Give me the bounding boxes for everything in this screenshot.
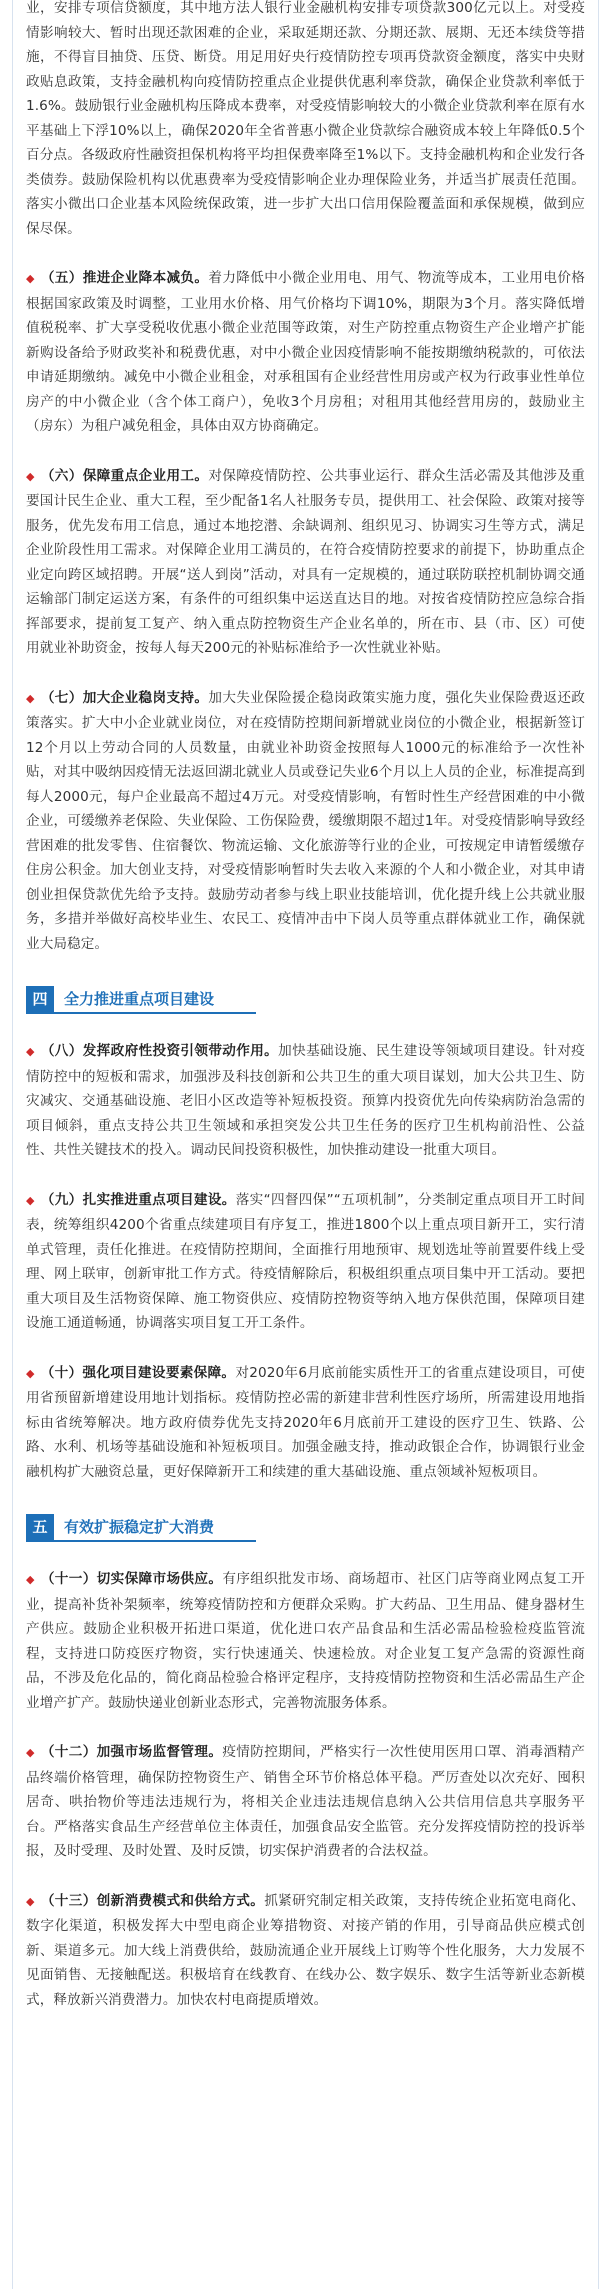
paragraph-5 — [26, 266, 585, 439]
paragraph-heading: （六）保障重点企业用工。 — [40, 467, 209, 484]
section-underline — [26, 1012, 256, 1014]
paragraph-body: 抓紧研究制定相关政策，支持传统企业拓宽电商化、数字化渠道，积极发挥大中型电商企业筹措物资、对接产销的作用，引导商品供应模式创新、渠道多元。加大线上消费供给，鼓励流通企业开展线上订购等个性化服务，大力发展不见面销售、无接触配送。积极培育在线教育、在线办公、数字娱乐、数字生活等新业态新模式，释放新兴消费潜力。加快农村电商提质增效。 — [26, 1892, 585, 2008]
paragraph-11 — [26, 1567, 585, 1715]
paragraph-heading: （十一）切实保障市场供应。 — [40, 1571, 223, 1587]
diamond-bullet-icon: ◆ — [26, 469, 35, 483]
paragraph-body: 着力降低中小微企业用电、用气、物流等成本，工业用电价格根据国家政策及时调整，工业用水价格、用气价格均下调10%，期限为3个月。落实降低增值税税率、扩大享受税收优惠小微企业范围等政策，对生产防控重点物资生产企业增产扩能新购设备给予财政奖补和税费优惠，对中小微企业因疫情影响不能按期缴纳税款的，可依法申请延期缴纳。减免中小微企业租金，对承租国有企业经营性用房或产权为行政事业性单位房产的中小微企业（含个体工商户），免收3个月房租；对租用其他经营用房的，鼓励业主（房东）为租户减免租金，具体由双方协商确定。 — [26, 270, 586, 434]
section-header-4 — [26, 986, 585, 1014]
paragraph-7 — [26, 686, 585, 957]
paragraph-body: 有序组织批发市场、商场超市、社区门店等商业网点复工开业，提高补货补架频率，统筹疫情防控和方便群众采购。扩大药品、卫生用品、健身器材生产供应。鼓励企业积极开拓进口渠道，优化进口农产品食品和生活必需品检验检疫监管流程，支持进口防疫医疗物资，实行快速通关、快速检放。对企业复工复产急需的资源性商品，不涉及危化品的，简化商品检验合格评定程序，支持疫情防控物资和生活必需品生产企业增产扩产。鼓励快递业创新业态形式，完善物流服务体系。 — [26, 1571, 585, 1711]
paragraph-12 — [26, 1740, 585, 1864]
diamond-bullet-icon: ◆ — [26, 1045, 35, 1058]
section-number: 五 — [26, 1514, 54, 1540]
paragraph-body: 对保障疫情防控、公共事业运行、群众生活必需及其他涉及重要国计民生企业、重大工程，至少配备1名人社服务专员，提供用工、社会保险、政策对接等服务，优先发布用工信息，通过本地挖潜、余缺调剂、组织见习、协调实习生等方式，满足企业阶段性用工需求。对保障企业用工满员的，在符合疫情防控要求的前提下，协助重点企业定向跨区域招聘。开展“送人到岗”活动，对具有一定规模的，通过联防联控机制协调交通运输部门制定运送方案，有条件的可组织集中运送直达目的地。对按省疫情防控应急综合指挥部要求，提前复工复产、纳入重点防控物资生产企业名单的，所在市、县（市、区）可使用就业补助资金，按每人每天200元的补贴标准给予一次性就业补贴。 — [26, 467, 586, 656]
diamond-bullet-icon: ◆ — [26, 1193, 35, 1207]
paragraph-body: 落实“四督四保”“五项机制”，分类制定重点项目开工时间表，统筹组织4200个省重点续建项目有序复工，推进1800个以上重点项目新开工，实行清单式管理，责任化推进。在疫情防控期间，全面推行用地预审、规划选址等前置要件线上受理、网上联审，创新审批工作方式。待疫情解除后，积极组织重点项目集中开工活动。要把重大项目及生活物资保障、施工物资供应、疫情防控物资等纳入地方保供范围，保障项目建设施工通道畅通，协调落实项目复工开工条件。 — [26, 1191, 586, 1331]
paragraph-body: 加快基础设施、民生建设等领域项目建设。针对疫情防控中的短板和需求，加强涉及科技创新和公共卫生的重大项目谋划，加大公共卫生、防灾减灾、交通基础设施、老旧小区改造等补短板投资。预算内投资优先向传染病防治急需的项目倾斜，重点支持公共卫生领域和承担突发公共卫生任务的医疗卫生机构前沿性、公益性、共性关键技术的投入。调动民间投资积极性，加快推动建设一批重大项目。 — [26, 1043, 586, 1158]
diamond-bullet-icon: ◆ — [26, 1366, 35, 1380]
article-content — [26, 0, 585, 2012]
paragraph-heading: （十二）加强市场监督管理。 — [40, 1744, 223, 1760]
paragraph-body: 加大失业保险援企稳岗政策实施力度，强化失业保险费返还政策落实。扩大中小企业就业岗位，对在疫情防控期间新增就业岗位的小微企业，根据新签订12个月以上劳动合同的人员数量，由就业补助资金按照每人1000元的标准给予一次性补贴，对其中吸纳因疫情无法返回湖北就业人员或登记失业6个月以上人员的企业，标准提高到每人2000元，每户企业最高不超过4万元。对受疫情影响，有暂时性生产经营困难的中小微企业，可缓缴养老保险、失业保险、工伤保险费，缓缴期限不超过1年。对受疫情影响导致经营困难的批发零售、住宿餐饮、物流运输、文化旅游等行业的企业，可按规定申请暂缓缴存住房公积金。加大创业支持，对受疫情影响暂时失去收入来源的个人和小微企业，对其申请创业担保贷款优先给予支持。鼓励劳动者参与线上职业技能培训，优化提升线上公共就业服务，多措并举做好高校毕业生、农民工、疫情冲击中下岗人员等重点群体就业工作，确保就业大局稳定。 — [26, 689, 586, 952]
paragraph-8 — [26, 1039, 585, 1163]
section-title: 有效扩振稳定扩大消费 — [64, 1518, 215, 1536]
paragraph-body: 疫情防控期间，严格实行一次性使用医用口罩、消毒酒精产品终端价格管理，确保防控物资生产、销售全环节价格总体平稳。严厉查处以次充好、囤积居奇、哄抬物价等违法违规行为，将相关企业违法违规信息纳入公共信用信息共享服务平台。严格落实食品生产经营单位主体责任，加强食品安全监管。充分发挥疫情防控的投诉举报，及时受理、及时处置、及时反馈，切实保护消费者的合法权益。 — [26, 1744, 585, 1859]
diamond-bullet-icon: ◆ — [26, 1573, 35, 1586]
paragraph-heading: （五）推进企业降本减负。 — [40, 270, 209, 286]
paragraph-heading: （十）强化项目建设要素保障。 — [40, 1364, 236, 1381]
section-underline — [26, 1540, 256, 1542]
diamond-bullet-icon: ◆ — [26, 1894, 35, 1908]
paragraph-6 — [26, 464, 585, 661]
section-header-5 — [26, 1514, 585, 1542]
section-number: 四 — [26, 986, 54, 1012]
section-title: 全力推进重点项目建设 — [64, 990, 215, 1008]
paragraph-heading: （八）发挥政府性投资引领带动作用。 — [40, 1043, 279, 1059]
paragraph-heading: （九）扎实推进重点项目建设。 — [40, 1191, 236, 1208]
intro-paragraph: 业，安排专项信贷额度，其中地方法人银行业金融机构安排专项贷款300亿元以上。对受疫情影响较大、暂时出现还款困难的企业，采取延期还款、分期还款、展期、无还本续贷等措施，不得盲目抽贷、压贷、断贷。用足用好央行疫情防控专项再贷款资金额度，落实中央财政贴息政策，支持金融机构向疫情防控重点企业提供优惠利率贷款，确保企业贷款利率低于1.6%。鼓励银行业金融机构压降成本费率，对受疫情影响较大的小微企业贷款利率在原有水平基础上下浮10%以上，确保2020年全省普惠小微企业贷款综合融资成本较上年降低0.5个百分点。各级政府性融资担保机构将平均担保费率降至1%以下。支持金融机构和企业发行各类债券。鼓励保险机构以优惠费率为受疫情影响企业办理保险业务，并适当扩展责任范围。落实小微出口企业基本风险统保政策，进一步扩大出口信用保险覆盖面和承保规模，做到应保尽保。 — [26, 0, 585, 237]
paragraph-heading: （十三）创新消费模式和供给方式。 — [40, 1892, 265, 1909]
paragraph-10 — [26, 1361, 585, 1485]
paragraph-9 — [26, 1188, 585, 1336]
paragraph-13 — [26, 1889, 585, 2013]
paragraph-heading: （七）加大企业稳岗支持。 — [40, 689, 209, 706]
diamond-bullet-icon: ◆ — [26, 1746, 35, 1759]
paragraph-body: 对2020年6月底前能实质性开工的省重点建设项目，可使用省预留新增建设用地计划指标。疫情防控必需的新建非营利性医疗场所，所需建设用地指标由省统筹解决。地方政府债券优先支持2020年6月底前开工建设的医疗卫生、铁路、公路、水利、机场等基础设施和补短板项目。加强金融支持，推动政银企合作，协调银行业金融机构扩大融资总量，更好保障新开工和续建的重大基础设施、重点领域补短板项目。 — [26, 1364, 585, 1480]
diamond-bullet-icon: ◆ — [26, 272, 35, 285]
diamond-bullet-icon: ◆ — [26, 691, 35, 705]
